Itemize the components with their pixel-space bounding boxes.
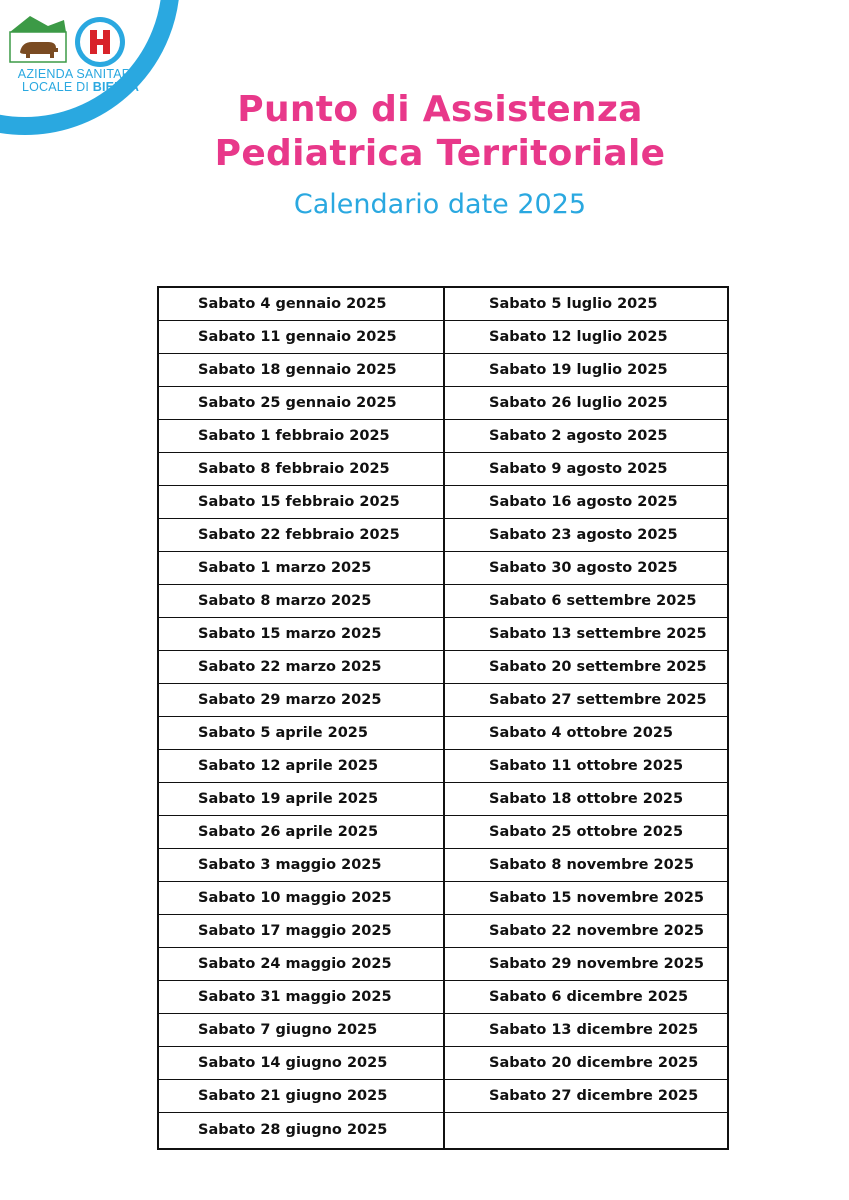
table-row: Sabato 20 dicembre 2025 — [445, 1047, 727, 1080]
table-row: Sabato 5 aprile 2025 — [159, 717, 443, 750]
table-row: Sabato 22 febbraio 2025 — [159, 519, 443, 552]
table-row: Sabato 15 marzo 2025 — [159, 618, 443, 651]
table-row: Sabato 25 ottobre 2025 — [445, 816, 727, 849]
page-title-line2: Pediatrica Territoriale — [214, 133, 666, 174]
table-row: Sabato 22 marzo 2025 — [159, 651, 443, 684]
table-row: Sabato 22 novembre 2025 — [445, 915, 727, 948]
table-row: Sabato 8 novembre 2025 — [445, 849, 727, 882]
table-row: Sabato 23 agosto 2025 — [445, 519, 727, 552]
table-row: Sabato 28 giugno 2025 — [198, 1121, 388, 1138]
table-row: Sabato 19 aprile 2025 — [159, 783, 443, 816]
table-row: Sabato 1 marzo 2025 — [159, 552, 443, 585]
page-subtitle: Calendario date 2025 — [293, 189, 587, 220]
table-row: Sabato 24 maggio 2025 — [159, 948, 443, 981]
table-row: Sabato 5 luglio 2025 — [445, 288, 727, 321]
table-row: Sabato 19 luglio 2025 — [445, 354, 727, 387]
table-row: Sabato 25 gennaio 2025 — [159, 387, 443, 420]
table-row: Sabato 2 agosto 2025 — [445, 420, 727, 453]
table-row: Sabato 4 gennaio 2025 — [159, 288, 443, 321]
table-row: Sabato 30 agosto 2025 — [445, 552, 727, 585]
table-row: Sabato 12 luglio 2025 — [445, 321, 727, 354]
table-row: Sabato 15 febbraio 2025 — [159, 486, 443, 519]
table-row: Sabato 8 febbraio 2025 — [159, 453, 443, 486]
table-row: Sabato 12 aprile 2025 — [159, 750, 443, 783]
table-row: Sabato 3 maggio 2025 — [159, 849, 443, 882]
table-row: Sabato 26 aprile 2025 — [159, 816, 443, 849]
calendar-column-right — [445, 288, 729, 1146]
table-row: Sabato 18 ottobre 2025 — [445, 783, 727, 816]
calendar-column-left — [159, 288, 443, 1146]
table-row: Sabato 20 settembre 2025 — [445, 651, 727, 684]
organization-name-line1: AZIENDA SANITARIA — [17, 67, 144, 81]
table-row: Sabato 29 novembre 2025 — [445, 948, 727, 981]
table-row: Sabato 14 giugno 2025 — [159, 1047, 443, 1080]
table-row: Sabato 11 ottobre 2025 — [445, 750, 727, 783]
table-row — [445, 1113, 727, 1146]
table-row: Sabato 10 maggio 2025 — [159, 882, 443, 915]
table-row: Sabato 13 dicembre 2025 — [445, 1014, 727, 1047]
table-row: Sabato 13 settembre 2025 — [445, 618, 727, 651]
table-row: Sabato 27 settembre 2025 — [445, 684, 727, 717]
table-row: Sabato 1 febbraio 2025 — [159, 420, 443, 453]
page-title — [170, 88, 710, 176]
table-row: Sabato 21 giugno 2025 — [159, 1080, 443, 1113]
table-row: Sabato 29 marzo 2025 — [159, 684, 443, 717]
table-row: Sabato 15 novembre 2025 — [445, 882, 727, 915]
table-row: Sabato 18 gennaio 2025 — [159, 354, 443, 387]
table-row: Sabato 6 dicembre 2025 — [445, 981, 727, 1014]
table-row: Sabato 8 marzo 2025 — [159, 585, 443, 618]
table-row: Sabato 26 luglio 2025 — [445, 387, 727, 420]
organization-name-line2: LOCALE DI BIELLA — [21, 80, 140, 94]
table-row: Sabato 27 dicembre 2025 — [445, 1080, 727, 1113]
table-row: Sabato 17 maggio 2025 — [159, 915, 443, 948]
hospital-emblem-icon — [75, 17, 125, 67]
table-row: Sabato 6 settembre 2025 — [445, 585, 727, 618]
organization-name — [8, 68, 153, 94]
table-row: Sabato 16 agosto 2025 — [445, 486, 727, 519]
table-row: Sabato 11 gennaio 2025 — [159, 321, 443, 354]
mountain-bear-icon — [10, 16, 66, 62]
calendar-table — [157, 286, 729, 1150]
table-row: Sabato 7 giugno 2025 — [159, 1014, 443, 1047]
table-row: Sabato 4 ottobre 2025 — [445, 717, 727, 750]
page-title-line1: Punto di Assistenza — [237, 89, 643, 130]
table-row: Sabato 31 maggio 2025 — [159, 981, 443, 1014]
table-row: Sabato 9 agosto 2025 — [445, 453, 727, 486]
